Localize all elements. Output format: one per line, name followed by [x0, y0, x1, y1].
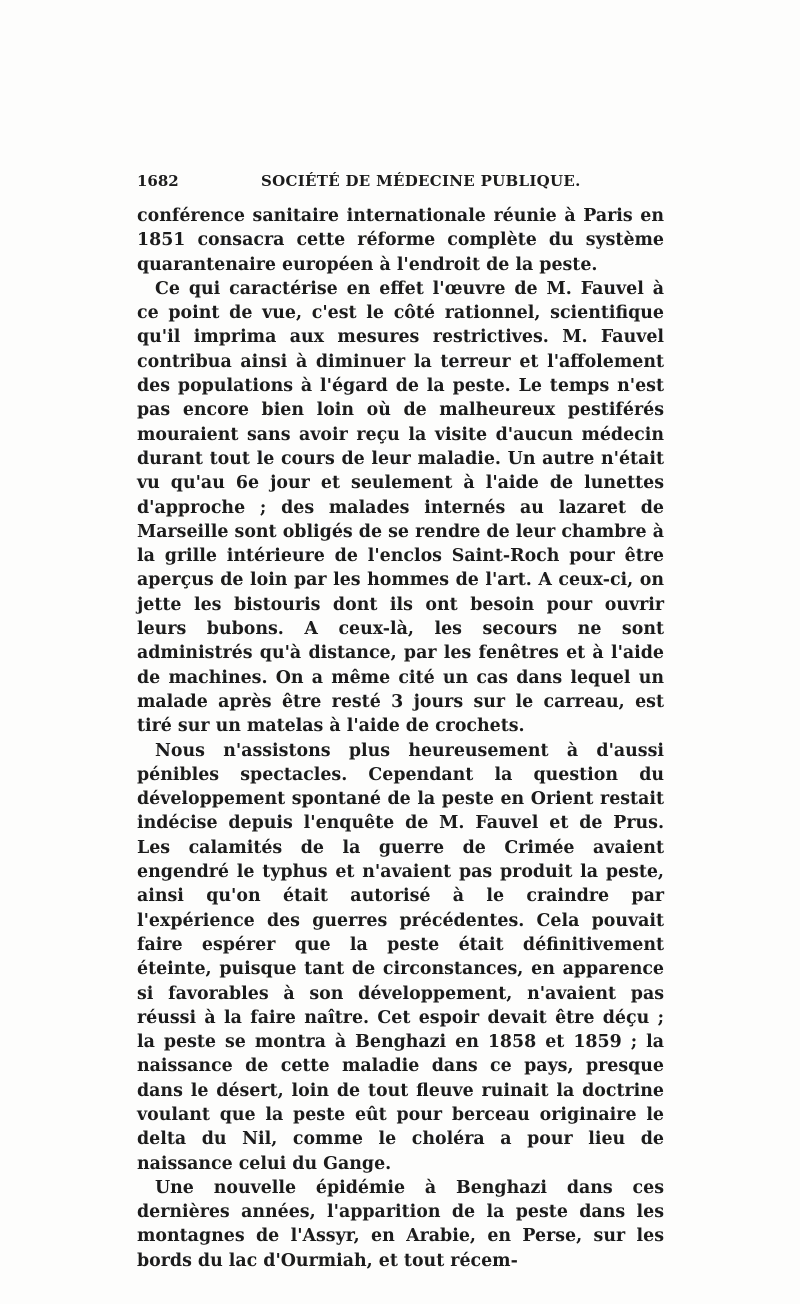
- paragraph-3: Nous n'assistons plus heureusement à d'aussi pénibles spectacles. Cependant la question du développement spontané de la peste en Orient restait indécise depuis l'enquête de M. Fauvel et de Prus. Les calamités de la guerre de Crimée avaient engendré le typhus et n'avaient pas produit la peste, ainsi qu'on était autorisé à le craindre par l'expérience des guerres précédentes. Cela pouvait faire espérer que la peste était définitivement éteinte, puisque tant de circonstances, en apparence si favorables à son développement, n'avaient pas réussi à la faire naître. Cet espoir devait être déçu ; la peste se montra à Benghazi en 1858 et 1859 ; la naissance de cette maladie dans ce pays, presque dans le désert, loin de tout fleuve ruinait la doctrine voulant que la peste eût pour berceau originaire le delta du Nil, comme le choléra a pour lieu de naissance celui du Gange.: [137, 740, 664, 1174]
- running-head: SOCIÉTÉ DE MÉDECINE PUBLIQUE.: [261, 172, 581, 190]
- page-number: 1682: [137, 172, 179, 190]
- paragraph-4: Une nouvelle épidémie à Benghazi dans ces dernières années, l'apparition de la peste dans les montagnes de l'Assyr, en Arabie, en Perse, sur les bords du lac d'Ourmiah, et tout récem-: [137, 1177, 664, 1271]
- paragraph-2: Ce qui caractérise en effet l'œuvre de M. Fauvel à ce point de vue, c'est le côté rationnel, scientifique qu'il imprima aux mesures restrictives. M. Fauvel contribua ainsi à diminuer la terreur et l'affolement des populations à l'égard de la peste. Le temps n'est pas encore bien loin où de malheureux pestiférés mouraient sans avoir reçu la visite d'aucun médecin durant tout le cours de leur maladie. Un autre n'était vu qu'au 6e jour et seulement à l'aide de lunettes d'approche ; des malades internés au lazaret de Marseille sont obligés de se rendre de leur chambre à la grille intérieure de l'enclos Saint-Roch pour être aperçus de loin par les hommes de l'art. A ceux-ci, on jette les bistouris dont ils ont besoin pour ouvrir leurs bubons. A ceux-là, les secours ne sont administrés qu'à distance, par les fenêtres et à l'aide de machines. On a même cité un cas dans lequel un malade après être resté 3 jours sur le carreau, est tiré sur un matelas à l'aide de crochets.: [137, 278, 664, 737]
- page-header: [137, 172, 664, 196]
- body-text: [137, 204, 664, 1273]
- paragraph-1: conférence sanitaire internationale réunie à Paris en 1851 consacra cette réforme complète du système quarantenaire européen à l'endroit de la peste.: [137, 206, 664, 275]
